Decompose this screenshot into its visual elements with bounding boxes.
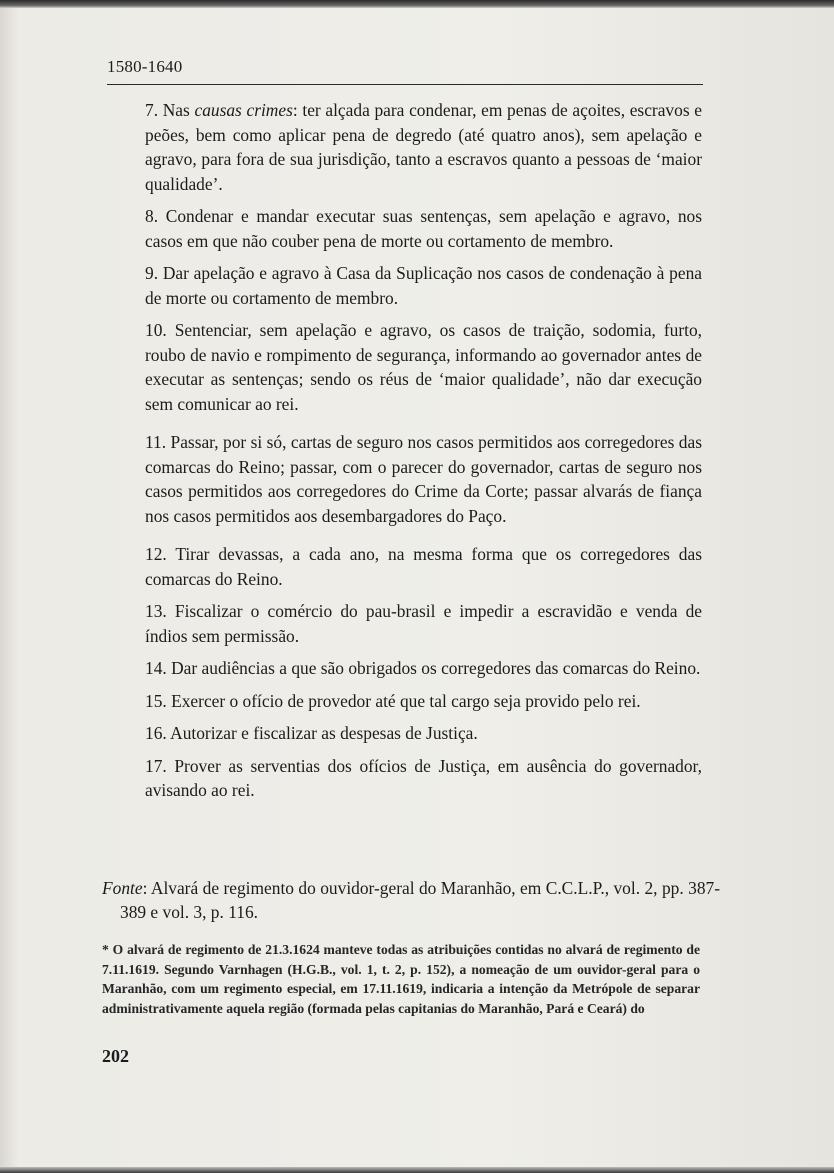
list-item: 17. Prover as serventias dos ofícios de Justiça, em ausência do governador, avisando ao rei.	[145, 755, 702, 800]
list-item: 10. Sentenciar, sem apelação e agravo, os casos de traição, sodomia, furto, roubo de navio e rompimento de segurança, informando ao governador antes de executar as sentenças; sendo os réus de ‘maior qualidade’, não dar execução sem comunicar ao rei.	[145, 320, 702, 414]
source-label: Fonte	[102, 878, 143, 898]
page-number: 202	[102, 1046, 129, 1066]
item-emphasis: causas crimes	[194, 100, 293, 120]
footnote: * O alvará de regimento de 21.3.1624 manteve todas as atribuições contidas no alvará de regimento de 7.11.1619. Segundo Varnhagen (H.G.B., vol. 1, t. 2, p. 152), a nomeação de um ouvidor-geral para o Maranhão, com um regimento especial, em 17.11.1619, indicaria a intenção da Metrópole de separar administrativamente aquela região (formada pelas capitanias do Maranhão, Pará e Ceará) do	[102, 942, 700, 1016]
list-item: 16. Autorizar e fiscalizar as despesas de Justiça.	[145, 723, 478, 743]
source-citation	[102, 876, 720, 924]
list-item: 9. Dar apelação e agravo à Casa da Suplicação nos casos de condenação à pena de morte ou cortamento de membro.	[145, 263, 702, 308]
item-number: 8.	[145, 206, 159, 226]
item-number: 15.	[145, 690, 167, 711]
header-rule	[107, 84, 703, 85]
item-number: 17.	[145, 755, 167, 776]
item-number: 9.	[145, 263, 159, 283]
list-item: 12. Tirar devassas, a cada ano, na mesma forma que os corregedores das comarcas do Reino.	[145, 544, 702, 589]
source-text: : Alvará de regimento do ouvidor-geral do Maranhão, em C.C.L.P., vol. 2, pp. 387-389 e vol. 3, p. 116.	[120, 878, 720, 922]
item-number: 16.	[145, 723, 167, 743]
item-number: 14.	[145, 658, 167, 678]
item-number: 10.	[145, 320, 167, 340]
list-item: 7. Nas causas crimes: ter alçada para condenar, em penas de açoites, escravos e peões, bem como aplicar pena de degredo (até quatro anos), sem apelação e agravo, para fora de sua jurisdição, tanto a escravos quanto a pessoas de ‘maior qualidade’.	[145, 100, 702, 194]
scan-bottom-edge	[0, 1167, 834, 1173]
list-item: 8. Condenar e mandar executar suas sentenças, sem apelação e agravo, nos casos em que não couber pena de morte ou cortamento de membro.	[145, 206, 702, 251]
item-number: 13.	[145, 601, 167, 621]
list-item: 14. Dar audiências a que são obrigados os corregedores das comarcas do Reino.	[145, 658, 701, 678]
scan-top-edge	[0, 0, 834, 8]
list-item: 11. Passar, por si só, cartas de seguro nos casos permitidos aos corregedores das comarcas do Reino; passar, com o parecer do governador, cartas de seguro nos casos permitidos aos corregedores do Crime da Corte; passar alvarás de fiança nos casos permitidos aos desembargadores do Paço.	[145, 432, 702, 526]
running-head: 1580-1640	[107, 57, 183, 76]
item-number: 11.	[145, 432, 167, 452]
list-item: 15. Exercer o ofício de provedor até que tal cargo seja provido pelo rei.	[145, 690, 641, 711]
attributions-list	[145, 98, 702, 811]
list-item: 13. Fiscalizar o comércio do pau-brasil e impedir a escravidão e venda de índios sem permissão.	[145, 601, 702, 646]
item-number: 12.	[145, 544, 167, 564]
item-number: 7.	[145, 100, 159, 120]
